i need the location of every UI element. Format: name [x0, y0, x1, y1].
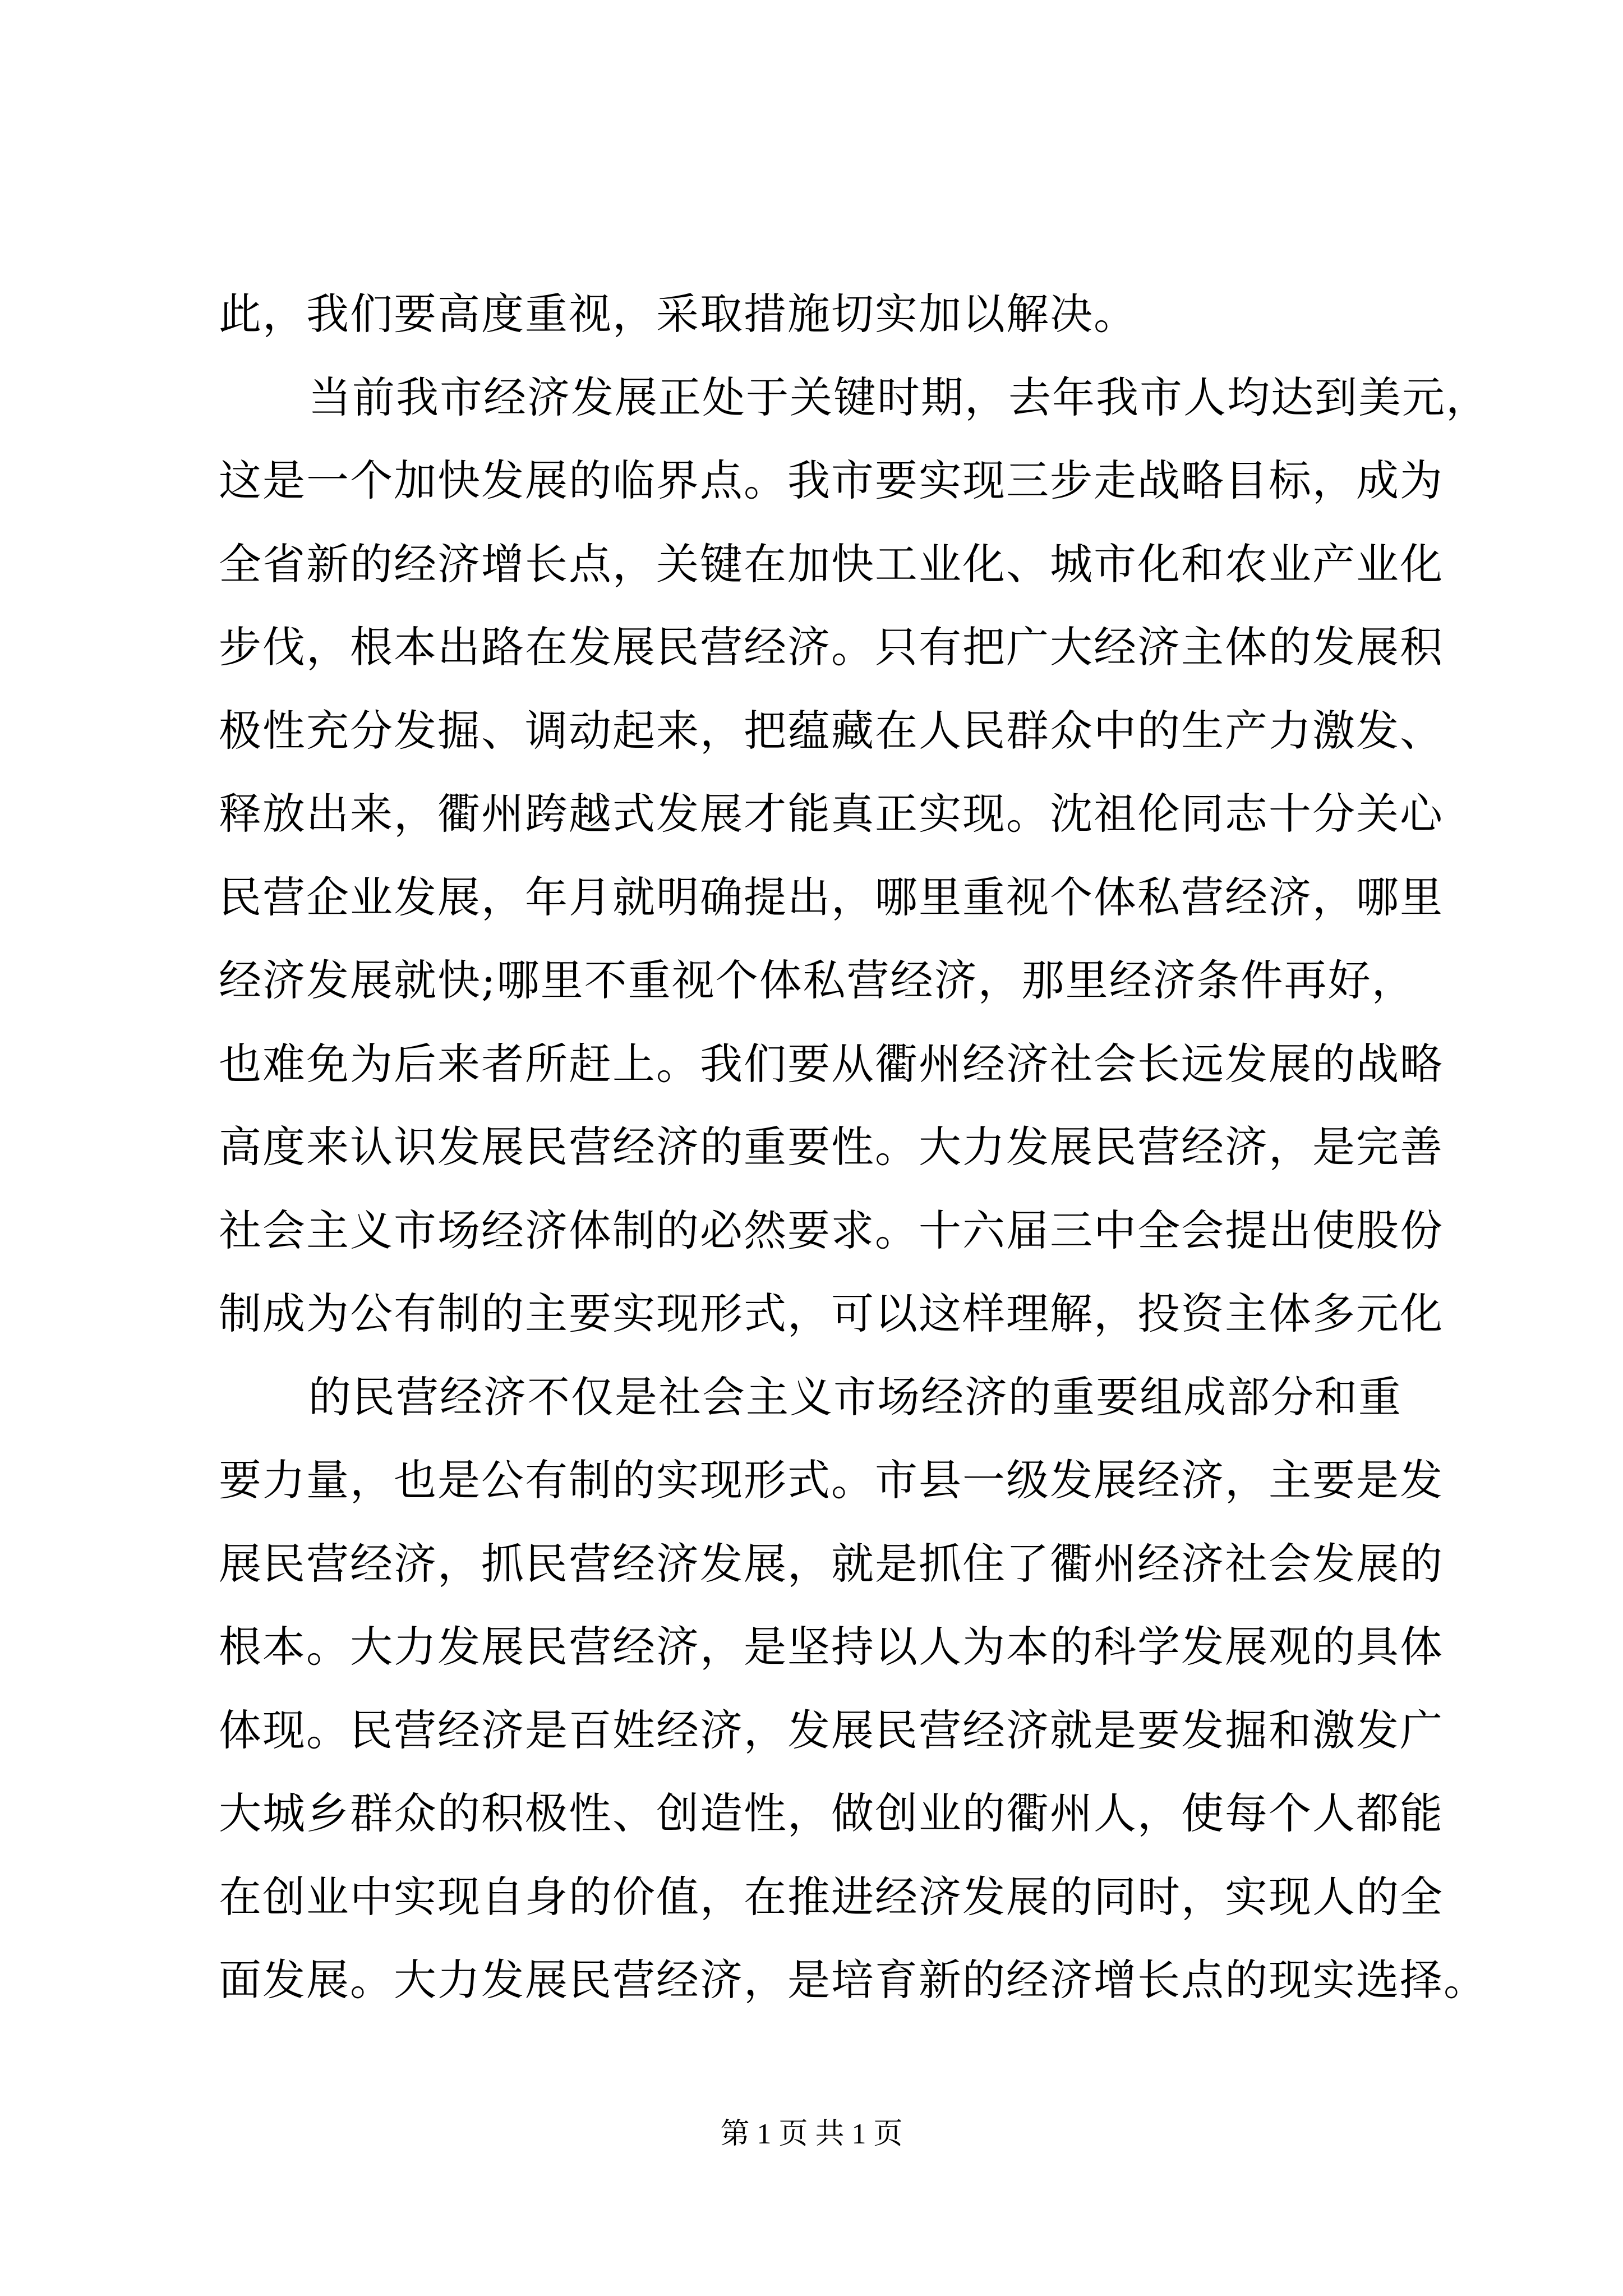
text-line: 高度来认识发展民营经济的重要性。大力发展民营经济，是完善: [219, 1122, 1444, 1172]
text-line: 也难免为后来者所赶上。我们要从衢州经济社会长远发展的战略: [219, 1038, 1444, 1089]
text-line: 面发展。大力发展民营经济，是培育新的经济增长点的现实选择。: [219, 1955, 1487, 2005]
text-line: 根本。大力发展民营经济，是坚持以人为本的科学发展观的具体: [219, 1622, 1444, 1672]
text-line: 步伐，根本出路在发展民营经济。只有把广大经济主体的发展积: [219, 622, 1444, 672]
text-line: 要力量，也是公有制的实现形式。市县一级发展经济，主要是发: [219, 1455, 1444, 1505]
text-line: 制成为公有制的主要实现形式，可以这样理解，投资主体多元化: [219, 1289, 1444, 1338]
text-line: 社会主义市场经济体制的必然要求。十六届三中全会提出使股份: [219, 1205, 1444, 1255]
text-line: 体现。民营经济是百姓经济，发展民营经济就是要发掘和激发广: [219, 1705, 1444, 1755]
text-line: 极性充分发掘、调动起来，把蕴藏在人民群众中的生产力激发、: [219, 705, 1444, 756]
text-line: 当前我市经济发展正处于关键时期，去年我市人均达到美元，: [308, 372, 1490, 422]
text-line: 全省新的经济增长点，关键在加快工业化、城市化和农业产业化: [219, 539, 1444, 589]
page-number-footer: 第 1 页 共 1 页: [720, 2118, 903, 2150]
text-line: 释放出来，衢州跨越式发展才能真正实现。沈祖伦同志十分关心: [219, 789, 1444, 839]
text-line: 的民营经济不仅是社会主义市场经济的重要组成部分和重: [308, 1372, 1402, 1422]
text-line: 这是一个加快发展的临界点。我市要实现三步走战略目标，成为: [219, 455, 1444, 505]
text-line: 大城乡群众的积极性、创造性，做创业的衢州人，使每个人都能: [219, 1788, 1444, 1838]
text-line: 民营企业发展，年月就明确提出，哪里重视个体私营经济，哪里: [219, 872, 1444, 922]
text-line: 此，我们要高度重视，采取措施切实加以解决。: [219, 289, 1137, 339]
text-line: 经济发展就快;哪里不重视个体私营经济，那里经济条件再好，: [219, 955, 1415, 1005]
text-line: 展民营经济，抓民营经济发展，就是抓住了衢州经济社会发展的: [219, 1538, 1444, 1589]
text-line: 在创业中实现自身的价值，在推进经济发展的同时，实现人的全: [219, 1871, 1444, 1922]
document-body: [219, 273, 1490, 2022]
